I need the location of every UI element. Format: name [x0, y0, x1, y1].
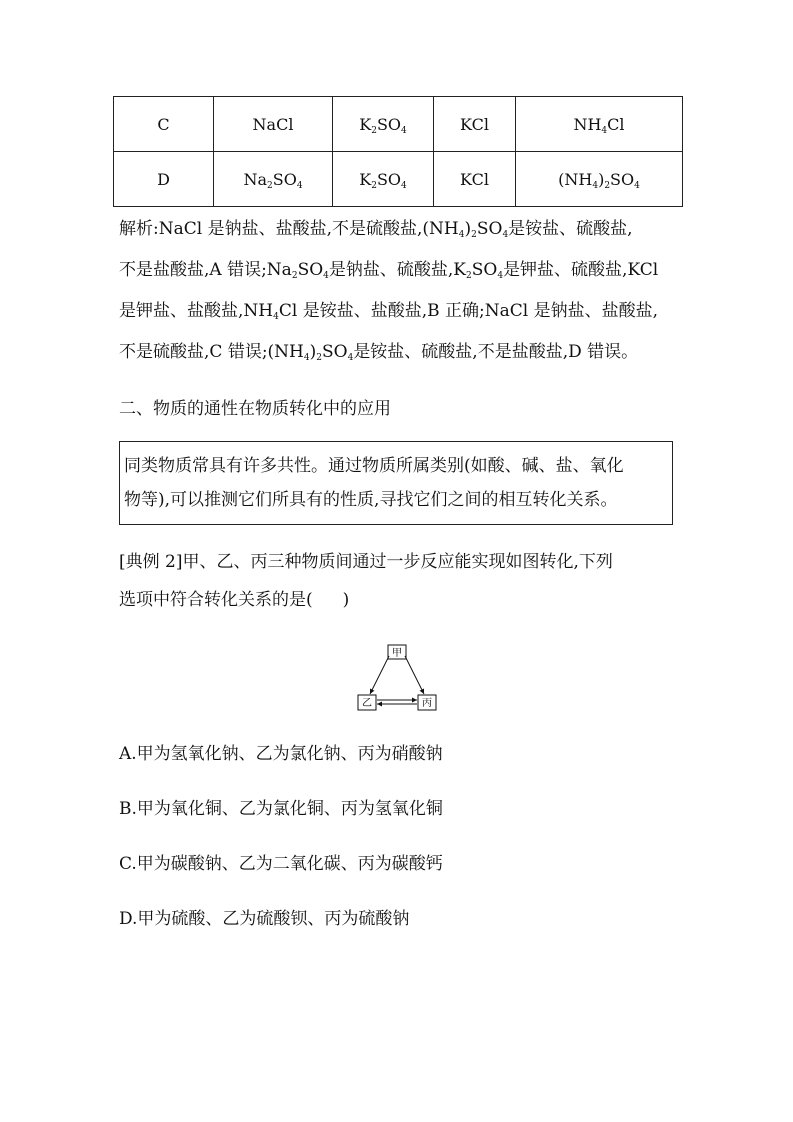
- formula-cell: $K_2SO_4$: [333, 97, 434, 152]
- formula-cell: $(NH_4)_2SO_4$: [516, 152, 683, 207]
- option-a: A.甲为氢氧化钠、乙为氯化钠、丙为硝酸钠: [119, 744, 443, 764]
- node-top: [388, 645, 406, 659]
- node-right: [418, 695, 436, 710]
- formula-cell: NaCl: [214, 97, 333, 152]
- arrow-top-to-right: [405, 656, 424, 694]
- key-point-box: [119, 441, 673, 525]
- formula-cell: $NH_4Cl$: [516, 97, 683, 152]
- table-row: [114, 152, 683, 207]
- analysis-paragraph: [119, 209, 679, 373]
- example-question: [119, 543, 679, 619]
- table-row: [114, 97, 683, 152]
- row-label: C: [114, 97, 214, 152]
- option-c: C.甲为碳酸钠、乙为二氧化碳、丙为碳酸钙: [119, 854, 443, 874]
- conversion-diagram: [357, 644, 437, 712]
- formula-cell: KCl: [434, 97, 516, 152]
- analysis-line: 是钾盐、盐酸盐$,NH_4Cl$ 是铵盐、盐酸盐,B 正确;NaCl 是钠盐、盐酸盐,: [119, 301, 658, 322]
- option-d: D.甲为硫酸、乙为硫酸钡、丙为硫酸钠: [119, 909, 410, 929]
- section-heading: 二、物质的通性在物质转化中的应用: [119, 399, 391, 419]
- row-label: D: [114, 152, 214, 207]
- box-line: 物等),可以推测它们所具有的性质,寻找它们之间的相互转化关系。: [124, 490, 618, 510]
- node-left: [358, 695, 376, 710]
- arrow-top-to-left: [370, 656, 389, 694]
- option-b: B.甲为氧化铜、乙为氯化铜、丙为氢氧化铜: [119, 799, 443, 819]
- svg-text:乙: 乙: [362, 698, 372, 709]
- analysis-line: 解析:NaCl 是钠盐、盐酸盐,不是硫酸盐$,(NH_4)_2SO_4$是铵盐、硫酸盐,: [119, 219, 633, 240]
- formula-cell: $K_2SO_4$: [333, 152, 434, 207]
- box-line: 同类物质常具有许多共性。通过物质所属类别(如酸、碱、盐、氧化: [124, 456, 624, 476]
- formula-cell: KCl: [434, 152, 516, 207]
- salt-classification-table: [113, 96, 683, 207]
- svg-text:甲: 甲: [392, 648, 402, 659]
- analysis-line: 不是硫酸盐,C 错误$;(NH_4)_2SO_4$是铵盐、硫酸盐,不是盐酸盐,D 错误。: [119, 342, 639, 363]
- svg-text:丙: 丙: [422, 698, 432, 709]
- formula-cell: $Na_2SO_4$: [214, 152, 333, 207]
- question-line: [典例 2]甲、乙、丙三种物质间通过一步反应能实现如图转化,下列: [119, 552, 613, 572]
- analysis-line: 不是盐酸盐,A 错误$;Na_2SO_4$是钠盐、硫酸盐$,K_2SO_4$是钾盐、硫酸盐,KCl: [119, 260, 659, 281]
- question-line: 选项中符合转化关系的是( ): [119, 590, 350, 610]
